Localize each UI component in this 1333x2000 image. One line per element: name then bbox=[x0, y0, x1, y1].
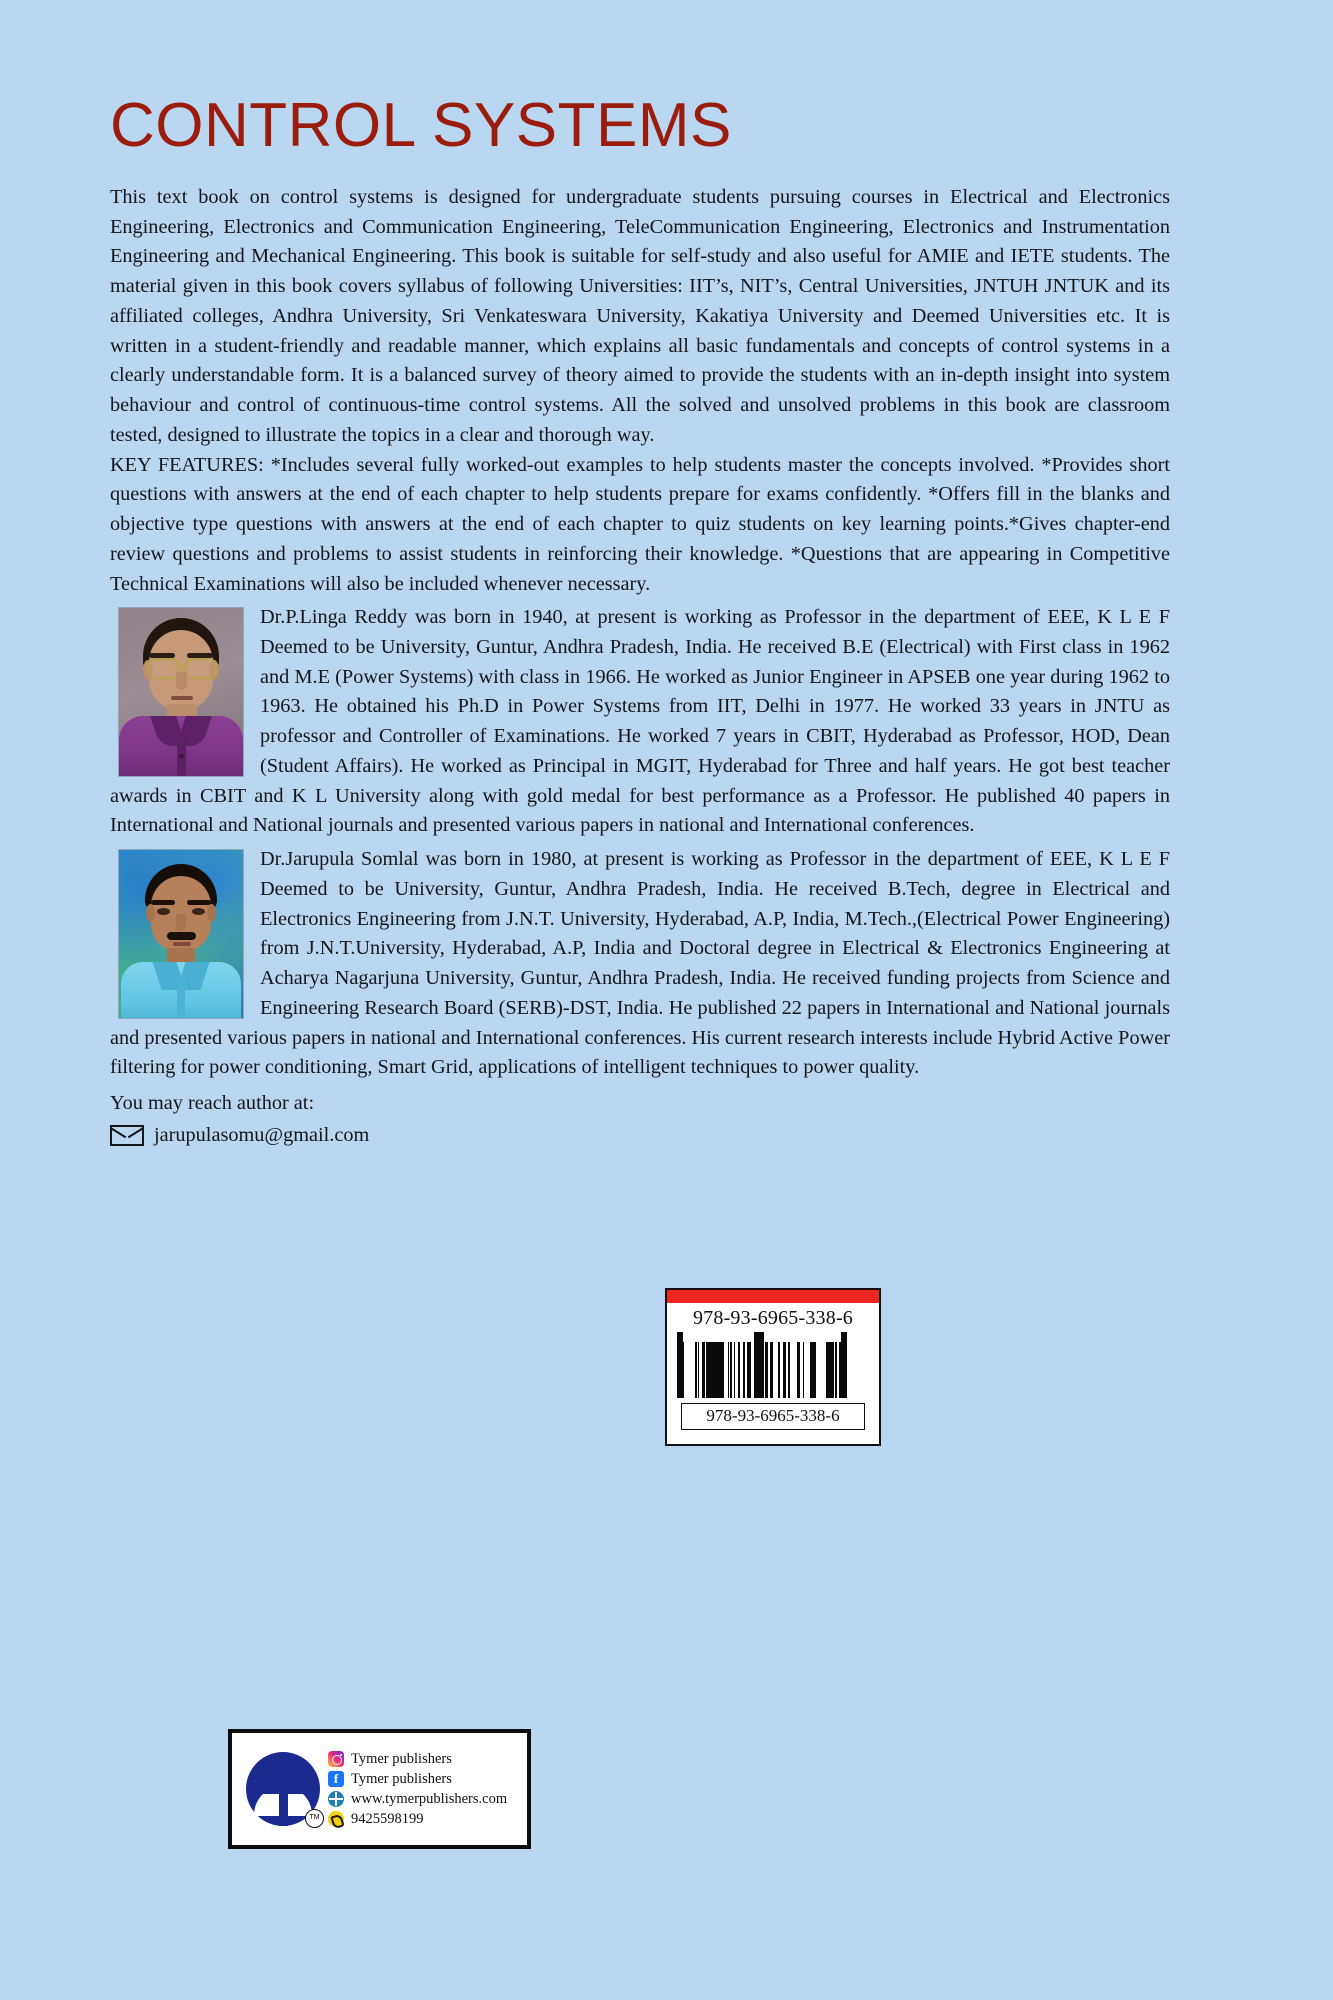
portrait-moustache bbox=[167, 932, 196, 940]
blurb-paragraph-2-key-features: KEY FEATURES: *Includes several fully worked-out examples to help students master the concepts involved. *Provides short questions with answers at the end of each chapter to help students prepare for exams confidently. *Offers fill in the blanks and objective type questions with answers at the end of each chapter to quiz students on key learning points.*Gives chapter-end review questions and problems to assist students in reinforcing their knowledge. *Questions that are appearing in Competitive Technical Examinations will also be included whenever necessary. bbox=[110, 453, 1170, 595]
phone-icon bbox=[328, 1811, 344, 1827]
barcode-red-bar bbox=[667, 1290, 879, 1303]
portrait-nose bbox=[176, 672, 187, 690]
publisher-phone-label: 9425598199 bbox=[351, 1810, 424, 1827]
publisher-info-box bbox=[228, 1729, 531, 1849]
publisher-website-label: www.tymerpublishers.com bbox=[351, 1790, 508, 1807]
author-bio-text-1: Dr.P.Linga Reddy was born in 1940, at present is working as Professor in the department of EEE, K L E F Deemed to be University, Guntur, Andhra Pradesh, India. He received B.E (Electrical) with First class in 1962 and M.E (Power Systems) with class in 1966. He worked as Junior Engineer in APSEB one year during 1962 to 1963. He obtained his Ph.D in Power Systems from IIT, Delhi in 1977. He worked 33 years in JNTU as professor and Controller of Examinations. He worked 7 years in CBIT, Hyderabad as Professor, HOD, Dean (Student Affairs). He worked as Principal in MGIT, Hyderabad for Three and half years. He got best teacher awards in CBIT and K L University along with gold medal for best performance as a Professor. He published 40 papers in International and National journals and presented various papers in national and International conferences. bbox=[110, 606, 1170, 837]
envelope-icon bbox=[110, 1125, 144, 1146]
barcode-bars bbox=[677, 1332, 869, 1398]
email-row bbox=[110, 1121, 1170, 1151]
portrait-lens-left bbox=[147, 658, 179, 679]
publisher-facebook-label: Tymer publishers bbox=[351, 1770, 452, 1787]
author-bio-1 bbox=[110, 603, 1170, 841]
portrait-glasses-bridge bbox=[175, 665, 187, 667]
instagram-icon bbox=[328, 1751, 344, 1767]
publisher-website[interactable] bbox=[328, 1791, 507, 1808]
website-icon bbox=[328, 1791, 344, 1807]
trademark-icon: TM bbox=[305, 1809, 324, 1828]
publisher-facebook[interactable] bbox=[328, 1771, 507, 1788]
portrait-placket bbox=[177, 978, 185, 1019]
cover-content bbox=[110, 91, 1170, 1151]
portrait-ear-right bbox=[207, 904, 216, 922]
portrait-brow-right bbox=[187, 900, 211, 905]
portrait-mouth bbox=[173, 942, 191, 946]
publisher-logo-icon bbox=[246, 1752, 320, 1826]
page-title: CONTROL SYSTEMS bbox=[110, 91, 732, 160]
isbn-text-bottom: 978-93-6965-338-6 bbox=[681, 1403, 865, 1430]
author-photo-1 bbox=[118, 607, 244, 777]
author-email[interactable]: jarupulasomu@gmail.com bbox=[154, 1123, 370, 1146]
contact-block bbox=[110, 1089, 1170, 1150]
portrait-mouth bbox=[171, 696, 193, 700]
reach-author-label: You may reach author at: bbox=[110, 1092, 315, 1115]
logo-t-stem bbox=[279, 1786, 288, 1826]
facebook-icon: f bbox=[328, 1771, 344, 1787]
publisher-phone[interactable] bbox=[328, 1811, 507, 1828]
author-photo-2 bbox=[118, 849, 244, 1019]
author-bio-2 bbox=[110, 845, 1170, 1083]
isbn-barcode-box bbox=[665, 1288, 881, 1446]
author-bio-text-2: Dr.Jarupula Somlal was born in 1980, at present is working as Professor in the department of EEE, K L E F Deemed to be University, Guntur, Andhra Pradesh, India. He received B.Tech, degree in Electrical and Electronics Engineering from J.N.T. University, Hyderabad, A.P, India, M.Tech.,(Electrical Power Engineering) from J.N.T.University, Hyderabad, A.P, India and Doctoral degree in Electrical & Electronics Engineering at Acharya Nagarjuna University, Guntur, Andhra Pradesh, India. He received funding projects from Science and Engineering Research Board (SERB)-DST, India. He published 22 papers in International and National journals and presented various papers in national and International conferences. His current research interests include Hybrid Active Power filtering for power conditioning, Smart Grid, applications of intelligent techniques to power quality. bbox=[110, 848, 1170, 1079]
publisher-contact-lines bbox=[328, 1751, 507, 1828]
portrait-lens-right bbox=[185, 658, 217, 679]
blurb-paragraph-1: This text book on control systems is designed for undergraduate students pursuing courses in Electrical and Electronics Engineering, Electronics and Communication Engineering, TeleCommunication Engineering, Electronics and Instrumentation Engineering and Mechanical Engineering. This book is suitable for self-study and also useful for AMIE and IETE students. The material given in this book covers syllabus of following Universities: IIT’s, NIT’s, Central Universities, JNTUH JNTUK and its affiliated colleges, Andhra University, Sri Venkateswara University, Kakatiya University and Deemed Universities etc. It is written in a student-friendly and readable manner, which explains all basic fundamentals and concepts of control systems in a clearly understandable form. It is a balanced survey of theory aimed to provide the students with an in-depth insight into system behaviour and control of continuous-time control systems. All the solved and unsolved problems in this book are classroom tested, designed to illustrate the topics in a clear and thorough way. bbox=[110, 186, 1170, 446]
publisher-instagram-label: Tymer publishers bbox=[351, 1750, 452, 1767]
publisher-instagram[interactable] bbox=[328, 1751, 507, 1768]
portrait-nose bbox=[176, 914, 186, 931]
isbn-text-top: 978-93-6965-338-6 bbox=[692, 1307, 854, 1329]
portrait-brow-left bbox=[151, 900, 175, 905]
